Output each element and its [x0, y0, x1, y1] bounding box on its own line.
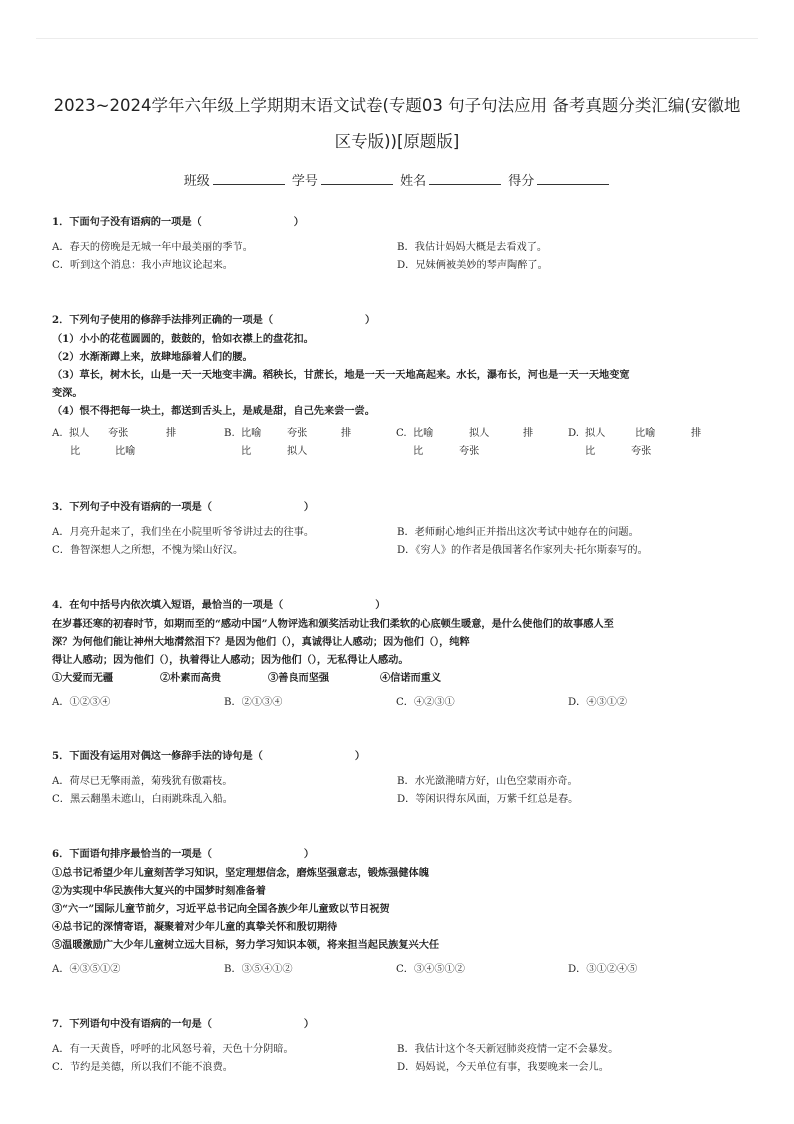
option-a[interactable]: A．春天的傍晚是无城一年中最美丽的季节。	[52, 242, 253, 253]
option-c[interactable]: C．节约是美德，所以我们不能不浪费。	[52, 1062, 233, 1073]
question-5-stem: 5．下面没有运用对偶这一修辞手法的诗句是（ ）	[52, 750, 366, 762]
question-1-stem: 1．下面句子没有语病的一项是（ ）	[52, 216, 304, 228]
option-a[interactable]: A. 拟人 夸张 排 比 比喻	[52, 428, 177, 457]
sentence-3-cont: 变深。	[52, 387, 83, 399]
question-2-stem: 2．下列句子使用的修辞手法排列正确的一项是（ ）	[52, 314, 376, 326]
phrase-3: ③善良而坚强	[268, 672, 330, 684]
question-3-stem: 3．下列句子中没有语病的一项是（ ）	[52, 501, 315, 513]
option-d[interactable]: D．妈妈说，今天单位有事，我要晚来一会儿。	[397, 1062, 609, 1073]
page-title	[40, 88, 754, 160]
option-b[interactable]: B．③⑤④①②	[224, 964, 293, 975]
passage-line-2: 深？为何他们能让神州大地潸然泪下？是因为他们（），真诚得让人感动；因为他们（），纯粹	[52, 636, 470, 648]
option-d[interactable]: D．兄妹俩被美妙的琴声陶醉了。	[397, 260, 548, 271]
option-c[interactable]: C．黑云翻墨未遮山，白雨跳珠乱入船。	[52, 794, 233, 805]
option-b[interactable]: B．老师耐心地纠正并指出这次考试中她存在的问题。	[397, 527, 639, 538]
name-label: 姓名	[400, 174, 427, 189]
sentence-3: （3）草长，树木长，山是一天一天地变丰满。稻秧长，甘蔗长，地是一天一天地高起来。水长，瀑布长，河也是一天一天地变宽	[52, 369, 630, 381]
option-b[interactable]: B. 比喻 夸张 排 比 拟人	[224, 428, 352, 457]
title-line-1: 2023~2024学年六年级上学期期末语文试卷(专题03 句子句法应用 备考真题分类汇编(安徽地	[53, 96, 741, 115]
sentence-1: ①总书记希望少年儿童刻苦学习知识，坚定理想信念，磨炼坚强意志，锻炼强健体魄	[52, 867, 429, 879]
question-1	[52, 213, 742, 275]
sentence-2: ②为实现中华民族伟大复兴的中国梦时刻准备着	[52, 885, 266, 897]
passage-line-1: 在岁暮还寒的初春时节，如期而至的“感动中国”人物评选和颁奖活动让我们柔软的心底顿生暖意，是什么使他们的故事感人至	[52, 618, 614, 630]
sentence-4: （4）恨不得把每一块土，都送到舌头上，是咸是甜，自己先来尝一尝。	[52, 405, 375, 417]
phrase-4: ④信诺而重义	[380, 672, 442, 684]
option-c[interactable]: C．听到这个消息：我小声地议论起来。	[52, 260, 233, 271]
option-a[interactable]: A．①②③④	[52, 697, 111, 708]
option-d[interactable]: D．《穷人》的作者是俄国著名作家列夫·托尔斯泰写的。	[397, 545, 648, 556]
sentence-1: （1）小小的花苞圆圆的，鼓鼓的，恰如衣襟上的盘花扣。	[52, 333, 314, 345]
option-b[interactable]: B．我估计这个冬天新冠肺炎疫情一定不会暴发。	[397, 1044, 619, 1055]
phrase-choices	[52, 669, 742, 687]
phrase-1: ①大爱而无疆	[52, 672, 114, 684]
question-4	[52, 596, 742, 712]
question-6-stem: 6．下面语句排序最恰当的一项是（ ）	[52, 848, 315, 860]
phrase-2: ②朴素而高贵	[160, 672, 222, 684]
option-a[interactable]: A．月亮升起来了，我们坐在小院里听爷爷讲过去的往事。	[52, 527, 315, 538]
student-id-field[interactable]	[321, 172, 393, 185]
question-7	[52, 1015, 742, 1077]
option-b[interactable]: B．水光潋滟晴方好，山色空蒙雨亦奇。	[397, 776, 578, 787]
class-field[interactable]	[213, 172, 285, 185]
sentence-3: ③“六一”国际儿童节前夕，习近平总书记向全国各族少年儿童致以节日祝贺	[52, 903, 390, 915]
option-c[interactable]: C．④②③①	[396, 697, 455, 708]
option-a[interactable]: A．④③⑤①②	[52, 964, 121, 975]
option-a[interactable]: A．有一天黄昏，呼呼的北风怒号着，天色十分阴暗。	[52, 1044, 294, 1055]
passage-line-3: 得让人感动；因为他们（），执着得让人感动；因为他们（），无私得让人感动。	[52, 654, 409, 666]
option-d[interactable]: D．等闲识得东风面，万紫千红总是春。	[397, 794, 579, 805]
question-6	[52, 845, 742, 979]
question-4-stem: 4．在句中括号内依次填入短语，最恰当的一项是（ ）	[52, 599, 386, 611]
sentence-2: （2）水渐渐蹲上来，放肆地舔着人们的腰。	[52, 351, 253, 363]
question-5	[52, 747, 742, 809]
student-info-row	[0, 170, 794, 189]
class-label: 班级	[183, 174, 210, 189]
option-d[interactable]: D．③①②④⑤	[568, 964, 638, 975]
score-label: 得分	[508, 174, 535, 189]
top-rule	[36, 38, 758, 39]
option-a[interactable]: A．荷尽已无擎雨盖，菊残犹有傲霜枝。	[52, 776, 233, 787]
question-7-stem: 7．下列语句中没有语病的一句是（ ）	[52, 1018, 315, 1030]
sentence-4: ④总书记的深情寄语，凝聚着对少年儿童的真挚关怀和殷切期待	[52, 921, 338, 933]
question-2	[52, 311, 742, 461]
option-c[interactable]: C．③④⑤①②	[396, 964, 465, 975]
option-b[interactable]: B．②①③④	[224, 697, 283, 708]
option-c[interactable]: C. 比喻 拟人 排 比 夸张	[396, 428, 534, 457]
option-c[interactable]: C．鲁智深想人之所想，不愧为梁山好汉。	[52, 545, 244, 556]
score-field[interactable]	[537, 172, 609, 185]
name-field[interactable]	[429, 172, 501, 185]
question-3	[52, 498, 742, 560]
student-id-label: 学号	[291, 174, 318, 189]
option-d[interactable]: D．④③①②	[568, 697, 628, 708]
option-b[interactable]: B．我估计妈妈大概是去看戏了。	[397, 242, 548, 253]
sentence-5: ⑤温暖激励广大少年儿童树立远大目标，努力学习知识本领，将来担当起民族复兴大任	[52, 939, 440, 951]
title-line-2: 区专版))[原题版]	[334, 132, 460, 151]
option-d[interactable]: D. 拟人 比喻 排 比 夸张	[568, 428, 702, 457]
